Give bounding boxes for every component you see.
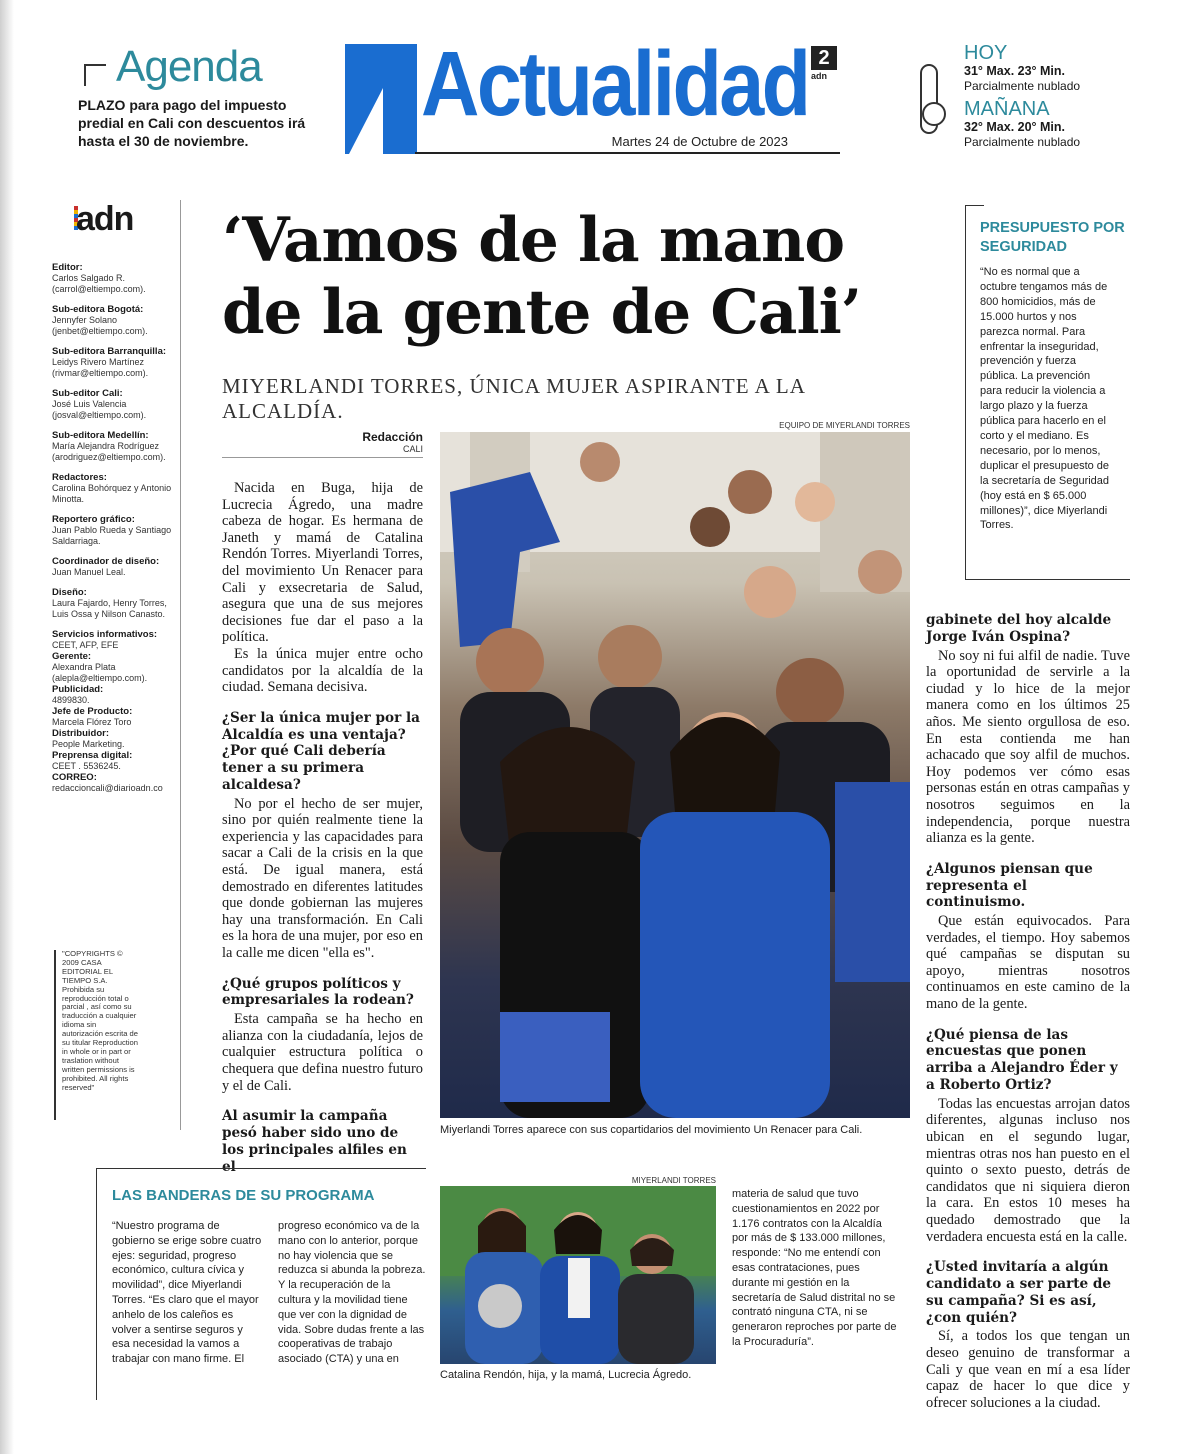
answer: No por el hecho de ser mujer, sino por quién realmente tiene la experiencia y las capacidades para sacar a Cali de la crisis en la que está. De igual manera, está demostrado en diferentes latitudes que donde gobiernan las mujeres hay una transformación. En Cali es la hora de una mujer, por eso en la calle me dicen "ella es". bbox=[222, 795, 423, 962]
page-edge-shadow bbox=[0, 0, 14, 1454]
article-headline: ‘Vamos de la mano de la gente de Cali’ bbox=[222, 205, 862, 348]
credit-names: 4899830. bbox=[52, 695, 90, 705]
credit-role: Redactores: bbox=[52, 472, 107, 483]
corner-bracket-icon bbox=[84, 64, 106, 86]
credit-names: Jennyfer Solano (jenbet@eltiempo.com). bbox=[52, 315, 148, 336]
credit-names: redaccioncali@diarioadn.co bbox=[52, 783, 163, 793]
credit-role: Coordinador de diseño: bbox=[52, 556, 160, 567]
question: ¿Algunos piensan que representa el continuismo. bbox=[926, 860, 1093, 911]
credit-role: Distribuidor: bbox=[52, 728, 109, 739]
sidebar-title: PRESUPUESTO POR SEGURIDAD bbox=[980, 220, 1125, 255]
masthead-title: Actualidad bbox=[421, 33, 809, 135]
credit-entry bbox=[52, 629, 182, 651]
main-photo-illustration bbox=[440, 432, 910, 1118]
question: ¿Qué grupos políticos y empresariales la rodean? bbox=[222, 975, 414, 1009]
credit-entry bbox=[52, 556, 182, 578]
weather-tomorrow bbox=[964, 98, 1080, 149]
masthead-a-block bbox=[345, 44, 417, 154]
paragraph: Nacida en Buga, hija de Lucrecia Ágredo, una madre cabeza de hogar. Es hermana de Janeth y mamá de Catalina Rendón Torres. Miyerlandi Torres, del movimiento Un Renacer para Cali y exsecretaria de Salud, asegura que una de sus mejores decisiones fue dar el paso a la política. bbox=[222, 480, 423, 646]
page-number: 2 bbox=[811, 46, 837, 70]
credit-role: Editor: bbox=[52, 262, 83, 273]
credit-entry bbox=[52, 430, 182, 463]
credit-names: Juan Pablo Rueda y Santiago Saldarriaga. bbox=[52, 525, 172, 546]
sidebar-text: “No es normal que a octubre tengamos más de 800 homicidios, más de 15.000 hurtos y nos parezca normal. Para enfrentar la inseguridad, prevención y fuerza pública. La prevención para reducir la violencia a largo plazo y la fuerza pública para hacerlo en el corto y el mediano. Es necesario, por lo menos, duplicar el presupuesto de la secretaría de Seguridad (hoy está en $ 65.000 millones)”, dice Miyerlandi Torres. bbox=[980, 266, 1110, 532]
credit-entry bbox=[52, 304, 182, 337]
weather-tomorrow-label: MAÑANA bbox=[964, 98, 1050, 120]
credit-role: Reportero gráfico: bbox=[52, 514, 135, 525]
banderas-text-c: materia de salud que tuvo cuestionamientos en 2022 por 1.176 contratos con la Alcaldía por más de $ 133.000 millones, responde: “No me entendí con esas contrataciones, pues durante mi gestión en la secretaría de Salud distrital no se contrató ninguna CTA, ni se generaron reproches por parte de la Procuraduría”. bbox=[732, 1188, 897, 1348]
agenda-title: Agenda bbox=[78, 44, 308, 90]
weather-today-desc: Parcialmente nublado bbox=[964, 79, 1081, 93]
copyright-notice: "COPYRIGHTS © 2009 CASA EDITORIAL EL TIEMPO S.A. Prohibida su reproducción total o parcial , así como su traducción a cualquier idioma sin autorización escrita de su titular Reproduction in whole or in part or traslation without written permissions is prohibited. All rights reserved" bbox=[62, 949, 138, 1092]
copyright-bar bbox=[54, 950, 56, 1120]
question: ¿Usted invitaría a algún candidato a ser parte de su campaña? Si es así, ¿con quién? bbox=[926, 1259, 1112, 1326]
credit-names: José Luis Valencia (josval@eltiempo.com). bbox=[52, 399, 147, 420]
masthead-rule bbox=[415, 152, 840, 154]
credit-entry bbox=[52, 472, 182, 505]
credit-names: Carolina Bohórquez y Antonio Minotta. bbox=[52, 483, 172, 504]
answer: Sí, a todos los que tengan un deseo genuino de transformar a Cali y que vean en mí a esa líder capaz de hacer lo que dice y ofrecer soluciones a la ciudad. bbox=[926, 1328, 1130, 1411]
byline-name: Redacción bbox=[362, 430, 423, 444]
credit-names: María Alejandra Rodríguez (arodriguez@eltiempo.com). bbox=[52, 441, 166, 462]
article-subhead: MIYERLANDI TORRES, ÚNICA MUJER ASPIRANTE A LA ALCALDÍA. bbox=[222, 374, 805, 423]
credit-role: Preprensa digital: bbox=[52, 750, 133, 761]
banderas-text-a: “Nuestro programa de gobierno se erige sobre cuatro ejes: seguridad, progreso económico, cultura cívica y movilidad”, dice Miyerlandi Torres. “Es claro que el mayor anhelo de los caleños es volver a sentirse seguros y esa necesidad la vamos a trabajar con mano firme. El bbox=[112, 1220, 262, 1366]
credit-entry bbox=[52, 750, 182, 772]
credit-names: Alexandra Plata (alepla@eltiempo.com). bbox=[52, 662, 148, 683]
photo2-credit: MIYERLANDI TORRES bbox=[631, 1176, 716, 1185]
main-photo bbox=[440, 432, 910, 1118]
credit-names: Carlos Salgado R. (carrol@eltiempo.com). bbox=[52, 273, 146, 294]
question: ¿Ser la única mujer por la Alcaldía es una ventaja? ¿Por qué Cali debería tener a su primera alcaldesa? bbox=[222, 709, 420, 793]
weather-today-label: HOY bbox=[964, 42, 1008, 64]
weather-today-temp: 31° Max. 23° Min. bbox=[964, 64, 1066, 78]
answer: Esta campaña se ha hecho en alianza con la ciudadanía, lejos de cualquier estructura política o chequera que defina nuestro futuro y el de Cali. bbox=[222, 1011, 423, 1094]
credit-entry bbox=[52, 651, 182, 684]
answer: Todas las encuestas arrojan datos diferentes, algunas incluso nos ubican en el segundo lugar, mientras otras nos han puesto en el quinto o sexto puesto, detrás de candidatos que ni siquiera dieron la cara. En estos 10 meses ha quedado demostrado que la verdadera encuesta está en la calle. bbox=[926, 1095, 1130, 1245]
credit-entry bbox=[52, 706, 182, 728]
agenda-text: PLAZO para pago del impuesto predial en Cali con descuentos irá hasta el 30 de noviembre. bbox=[78, 97, 306, 149]
credit-list bbox=[52, 262, 182, 803]
thermometer-bulb-icon bbox=[922, 102, 946, 126]
issue-date: Martes 24 de Octubre de 2023 bbox=[611, 134, 788, 149]
byline-city: CALI bbox=[402, 444, 423, 454]
weather-today bbox=[964, 42, 1080, 93]
sidebar-box bbox=[965, 205, 1130, 580]
article-column-1 bbox=[222, 480, 423, 1177]
credit-role: Sub-editora Barranquilla: bbox=[52, 346, 167, 357]
credit-names: Laura Fajardo, Henry Torres, Luis Ossa y Nilson Canasto. bbox=[52, 598, 167, 619]
masthead bbox=[345, 33, 840, 160]
weather-tomorrow-temp: 32° Max. 20° Min. bbox=[964, 120, 1066, 134]
credit-role: Sub-editora Medellín: bbox=[52, 430, 149, 441]
family-photo-illustration bbox=[440, 1186, 716, 1364]
weather-tomorrow-desc: Parcialmente nublado bbox=[964, 135, 1081, 149]
credit-names: Marcela Flórez Toro bbox=[52, 717, 132, 727]
answer: No soy ni fui alfil de nadie. Tuve la oportunidad de servirle a la ciudad y lo hice de la mejor manera como en los últimos 25 años. Me siento orgullosa de eso. En esta contienda me han achacado que soy alfil de muchos. Hoy podemos ver cómo esas personas están en otras campañas y nosotros seguimos en la independencia, porque nuestra alianza es la gente. bbox=[926, 647, 1130, 847]
credit-entry bbox=[52, 514, 182, 547]
banderas-title: LAS BANDERAS DE SU PROGRAMA bbox=[112, 1187, 375, 1204]
question: ¿Qué piensa de las encuestas que ponen arriba a Alejandro Éder y a Roberto Ortiz? bbox=[926, 1026, 1118, 1094]
credit-names: Leidys Rivero Martínez (rivmar@eltiempo.com). bbox=[52, 357, 149, 378]
credit-entry bbox=[52, 728, 182, 750]
adn-logo: adn bbox=[76, 200, 134, 238]
credit-role: Publicidad: bbox=[52, 684, 104, 695]
banderas-text-b: progreso económico va de la mano con lo anterior, porque no hay violencia que se reduzca si abunda la pobreza. Y la recuperación de la cultura y la movilidad tiene que ver con la dignidad de vida. Sobre dudas frente a las cooperativas de trabajo asociado (CTA) y una en bbox=[278, 1220, 426, 1366]
credit-role: CORREO: bbox=[52, 772, 97, 783]
byline bbox=[222, 430, 423, 458]
page-brand: adn bbox=[811, 71, 828, 81]
credit-entry bbox=[52, 684, 182, 706]
photo2-caption: Catalina Rendón, hija, y la mamá, Lucrecia Ágredo. bbox=[440, 1369, 692, 1381]
photo-credit: EQUIPO DE MIYERLANDI TORRES bbox=[779, 421, 910, 430]
credit-entry bbox=[52, 772, 182, 794]
credit-role: Sub-editora Bogotá: bbox=[52, 304, 144, 315]
question: Al asumir la campaña pesó haber sido uno de los principales alfiles en el bbox=[222, 1108, 407, 1175]
article-column-3 bbox=[926, 612, 1130, 1411]
credit-names: CEET . 5536245. bbox=[52, 761, 121, 771]
agenda-box bbox=[78, 44, 308, 150]
credit-entry bbox=[52, 587, 182, 620]
paragraph: Es la única mujer entre ocho candidatos por la alcaldía de la ciudad. Semana decisiva. bbox=[222, 645, 423, 696]
credit-names: Juan Manuel Leal. bbox=[52, 567, 126, 577]
credit-role: Servicios informativos: bbox=[52, 629, 158, 640]
credit-entry bbox=[52, 388, 182, 421]
credit-names: People Marketing. bbox=[52, 739, 125, 749]
credit-role: Jefe de Producto: bbox=[52, 706, 133, 717]
credit-entry bbox=[52, 346, 182, 379]
credit-role: Gerente: bbox=[52, 651, 92, 662]
credit-role: Sub-editor Cali: bbox=[52, 388, 123, 399]
photo-caption: Miyerlandi Torres aparece con sus copartidarios del movimiento Un Renacer para Cali. bbox=[440, 1124, 863, 1136]
credit-names: CEET, AFP, EFE bbox=[52, 640, 119, 650]
family-photo bbox=[440, 1186, 716, 1364]
column-divider bbox=[180, 200, 181, 1130]
answer: Que están equivocados. Para verdades, el tiempo. Hoy sabemos qué campañas se disputan su apoyo, mientras nosotros continuamos en este camino de la mano de la gente. bbox=[926, 913, 1130, 1013]
credit-entry bbox=[52, 262, 182, 295]
credit-role: Diseño: bbox=[52, 587, 87, 598]
question-continued: gabinete del hoy alcalde Jorge Iván Ospina? bbox=[926, 612, 1112, 645]
